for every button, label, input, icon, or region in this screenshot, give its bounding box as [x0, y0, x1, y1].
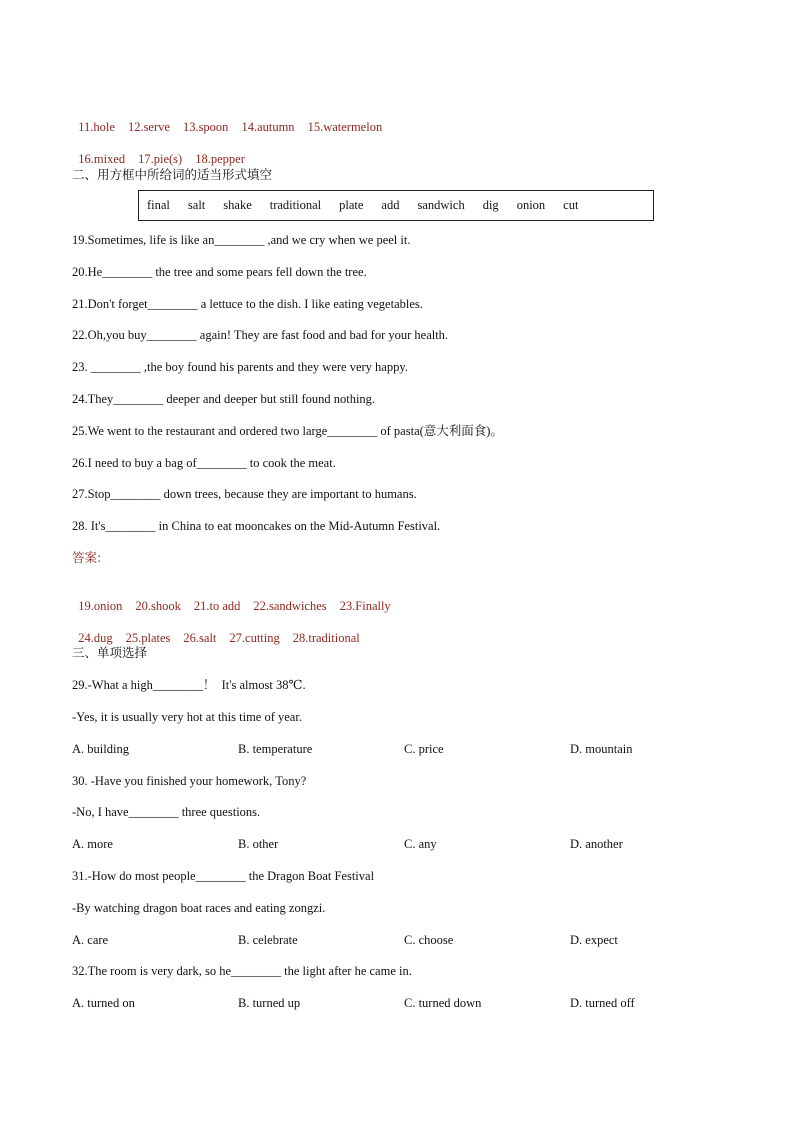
option-c: C. price — [404, 742, 444, 756]
answer-item: 28.traditional — [292, 631, 360, 645]
option-a: A. care — [72, 933, 109, 947]
answer-item: 26.salt — [183, 631, 217, 645]
word-bank-item: dig — [482, 198, 499, 212]
word-bank-item: plate — [339, 198, 364, 212]
answer-row-19-23 — [72, 582, 404, 614]
answer-item: 16.mixed — [78, 152, 126, 166]
answer-item: 18.pepper — [195, 152, 245, 166]
question-24: 24.They________ deeper and deeper but still found nothing. — [72, 392, 376, 406]
section-3-title: 三、单项选择 — [72, 645, 148, 660]
section-2-title: 二、用方框中所给词的适当形式填空 — [72, 167, 273, 182]
question-23: 23. ________ ,the boy found his parents and they were very happy. — [72, 360, 408, 374]
option-d: D. mountain — [570, 742, 633, 756]
word-bank-box — [138, 190, 654, 221]
question-27: 27.Stop________ down trees, because they are important to humans. — [72, 487, 417, 501]
answer-item: 27.cutting — [229, 631, 280, 645]
answer-item: 12.serve — [127, 120, 170, 134]
answer-item: 21.to add — [193, 599, 241, 613]
answer-item: 20.shook — [135, 599, 181, 613]
option-a: A. more — [72, 837, 113, 851]
option-c: C. choose — [404, 933, 454, 947]
answer-row-16-18 — [72, 135, 258, 167]
question-25: 25.We went to the restaurant and ordered two large________ of pasta(意大利面食)。 — [72, 424, 503, 438]
question-29-line2: -Yes, it is usually very hot at this time of year. — [72, 710, 302, 724]
option-b: B. temperature — [238, 742, 313, 756]
answer-item: 15.watermelon — [307, 120, 383, 134]
question-31-line1: 31.-How do most people________ the Dragon Boat Festival — [72, 869, 375, 883]
question-26: 26.I need to buy a bag of________ to cook the meat. — [72, 456, 336, 470]
answer-item: 13.spoon — [182, 120, 229, 134]
answer-item: 17.pie(s) — [138, 152, 183, 166]
option-d: D. expect — [570, 933, 618, 947]
answer-item: 14.autumn — [241, 120, 295, 134]
question-31-line2: -By watching dragon boat races and eating zongzi. — [72, 901, 326, 915]
word-bank-item: sandwich — [417, 198, 465, 212]
question-19: 19.Sometimes, life is like an________ ,and we cry when we peel it. — [72, 233, 411, 247]
option-b: B. celebrate — [238, 933, 298, 947]
option-b: B. turned up — [238, 996, 301, 1010]
question-22: 22.Oh,you buy________ again! They are fast food and bad for your health. — [72, 328, 449, 342]
answer-item: 11.hole — [78, 120, 115, 134]
word-bank-item: add — [381, 198, 400, 212]
word-bank-item: onion — [516, 198, 546, 212]
question-28: 28. It's________ in China to eat mooncakes on the Mid-Autumn Festival. — [72, 519, 441, 533]
word-bank-item: cut — [563, 198, 579, 212]
answer-item: 22.sandwiches — [253, 599, 327, 613]
answer-item: 23.Finally — [339, 599, 391, 613]
word-bank-item: traditional — [269, 198, 322, 212]
answer-item: 19.onion — [78, 599, 123, 613]
answer-item: 24.dug — [78, 631, 113, 645]
word-bank-item: salt — [187, 198, 206, 212]
answer-row-24-28 — [72, 614, 373, 646]
option-a: A. building — [72, 742, 129, 756]
question-32-line1: 32.The room is very dark, so he________ the light after he came in. — [72, 964, 412, 978]
answer-row-11-15 — [72, 103, 395, 135]
word-bank-item: shake — [223, 198, 252, 212]
option-d: D. turned off — [570, 996, 635, 1010]
option-c: C. turned down — [404, 996, 482, 1010]
answer-item: 25.plates — [125, 631, 171, 645]
question-20: 20.He________ the tree and some pears fell down the tree. — [72, 265, 367, 279]
option-a: A. turned on — [72, 996, 135, 1010]
option-c: C. any — [404, 837, 437, 851]
question-21: 21.Don't forget________ a lettuce to the dish. I like eating vegetables. — [72, 297, 423, 311]
question-29-line1: 29.-What a high________！ It's almost 38℃. — [72, 678, 306, 692]
option-d: D. another — [570, 837, 623, 851]
option-b: B. other — [238, 837, 279, 851]
question-30-line1: 30. -Have you finished your homework, Tony? — [72, 774, 307, 788]
question-30-line2: -No, I have________ three questions. — [72, 805, 261, 819]
word-bank-item: final — [147, 198, 170, 212]
answer-label: 答案: — [72, 550, 102, 565]
